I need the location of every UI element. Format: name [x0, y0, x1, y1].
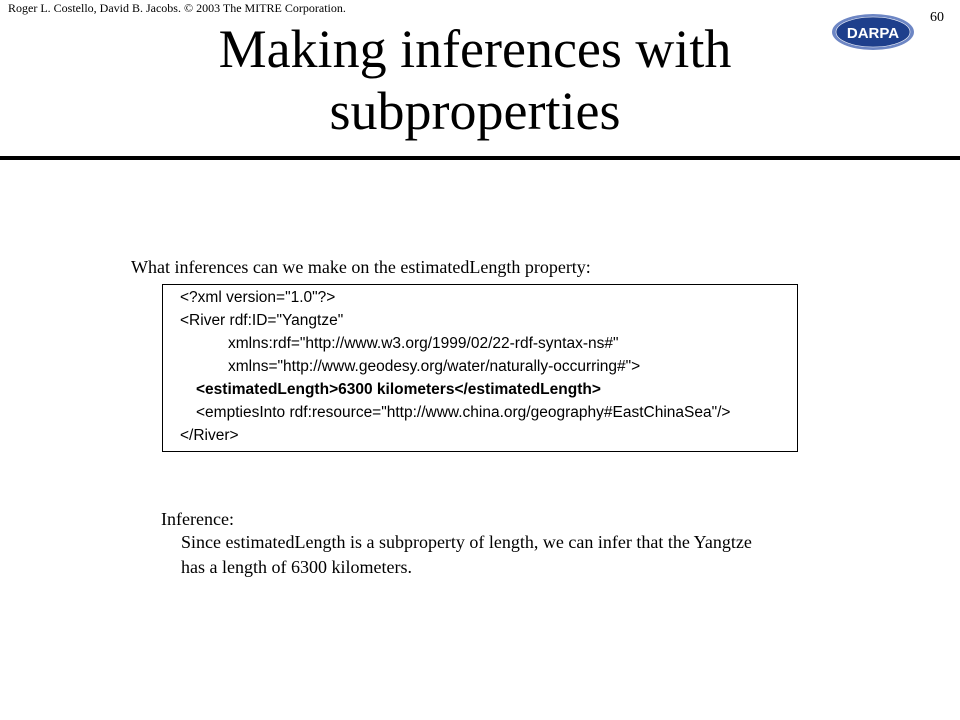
code-line: </River>: [180, 427, 239, 444]
inference-line-2: has a length of 6300 kilometers.: [181, 557, 412, 577]
code-line: <emptiesInto rdf:resource="http://www.china.org/geography#EastChinaSea"/>: [196, 404, 731, 421]
inference-text: [181, 530, 881, 580]
title-divider: [0, 156, 960, 160]
code-line-estimated-length: <estimatedLength>6300 kilometers</estimatedLength>: [196, 381, 601, 398]
darpa-logo-text: DARPA: [846, 25, 900, 42]
inference-line-1: Since estimatedLength is a subproperty of length, we can infer that the Yangtze: [181, 532, 752, 552]
slide-title-line-1: Making inferences with: [218, 19, 732, 79]
question-text: What inferences can we make on the estimatedLength property:: [131, 257, 591, 277]
code-line: <River rdf:ID="Yangtze": [180, 312, 344, 329]
copyright-notice: Roger L. Costello, David B. Jacobs. © 2003 The MITRE Corporation.: [8, 1, 346, 15]
slide-title-line-2: subproperties: [329, 81, 621, 141]
page-number: 60: [930, 10, 944, 25]
code-line: xmlns="http://www.geodesy.org/water/naturally-occurring#">: [228, 358, 641, 375]
darpa-logo: [830, 12, 916, 52]
slide-title: [120, 18, 830, 142]
code-line: <?xml version="1.0"?>: [180, 289, 336, 306]
inference-label: Inference:: [161, 509, 234, 529]
rdf-code-box: [162, 284, 798, 452]
code-line: xmlns:rdf="http://www.w3.org/1999/02/22-rdf-syntax-ns#": [228, 335, 619, 352]
